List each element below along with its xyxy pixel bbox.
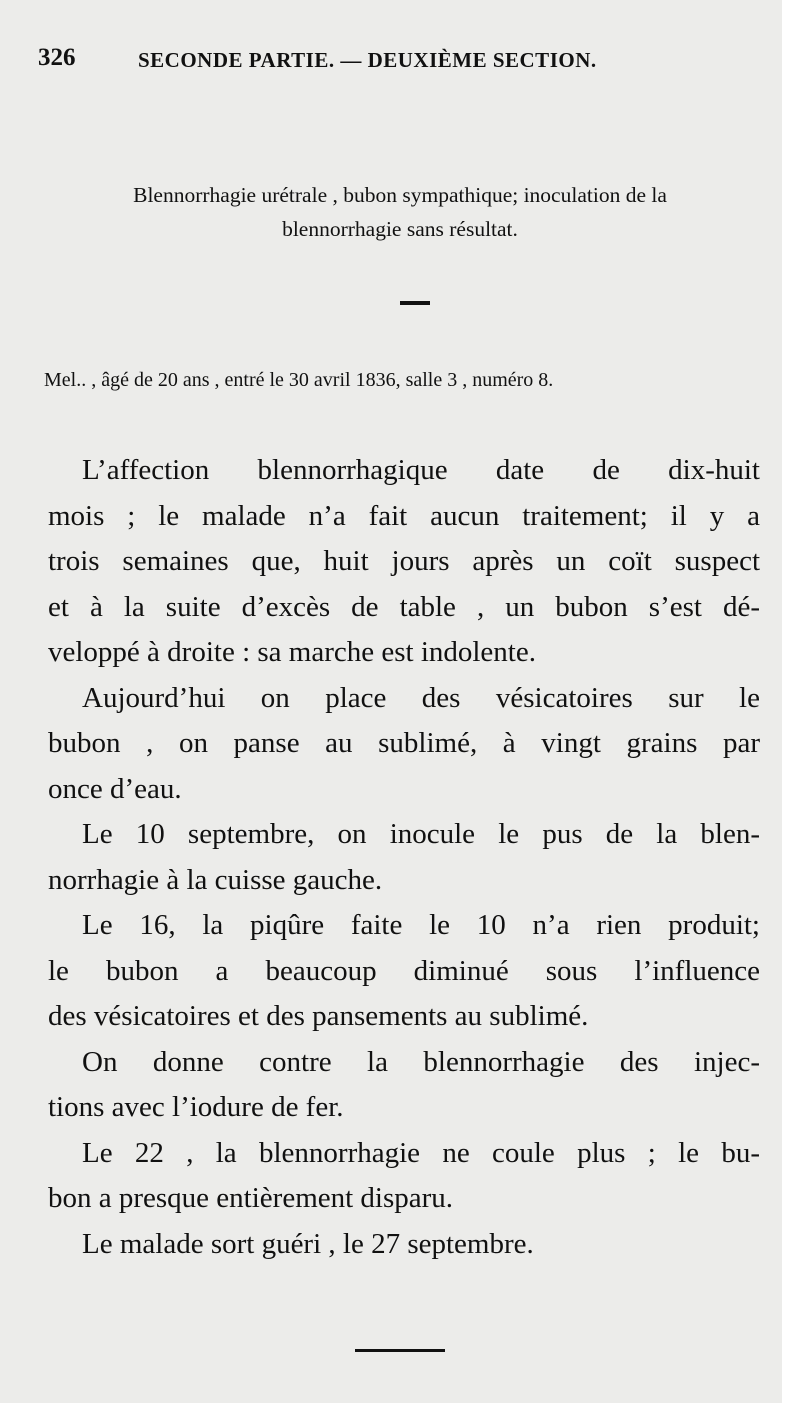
- text-line: Le 22 , la blennorrhagie ne coule plus ; le bu-: [82, 1136, 760, 1169]
- text-line: norrhagie à la cuisse gauche.: [48, 863, 383, 896]
- text-line: mois ; le malade n’a fait aucun traitement; il y a: [48, 499, 760, 532]
- text-line: bubon , on panse au sublimé, à vingt grains par: [48, 727, 760, 759]
- text-line: veloppé à droite : sa marche est indolente.: [48, 636, 536, 668]
- text-line: On donne contre la blennorrhagie des injec-: [82, 1045, 760, 1078]
- paragraph-6: [48, 1131, 760, 1222]
- paragraph-3: [48, 812, 760, 903]
- page-number: 326: [38, 44, 76, 71]
- text-line: L’affection blennorrhagique date de dix-huit: [82, 454, 760, 486]
- paragraph-2: [48, 676, 760, 813]
- case-body: [48, 448, 760, 1267]
- paragraph-4: [48, 903, 760, 1040]
- text-line: le bubon a beaucoup diminué sous l’influence: [48, 954, 760, 987]
- text-line: Aujourd’hui on place des vésicatoires sur le: [82, 681, 760, 714]
- text-line: Le 10 septembre, on inocule le pus de la blen-: [82, 818, 760, 850]
- text-line: Le 16, la piqûre faite le 10 n’a rien produit;: [82, 909, 760, 941]
- running-title: SECONDE PARTIE. — DEUXIÈME SECTION.: [138, 48, 597, 72]
- case-title-line-2: blennorrhagie sans résultat.: [282, 217, 518, 241]
- text-line: des vésicatoires et des pansements au sublimé.: [48, 1000, 589, 1032]
- case-title-line-1: Blennorrhagie urétrale , bubon sympathique; inoculation de la: [133, 183, 667, 207]
- text-line: trois semaines que, huit jours après un coït suspect: [48, 545, 760, 577]
- paragraph-7: [48, 1222, 760, 1268]
- section-divider: [400, 301, 430, 305]
- text-line: once d’eau.: [48, 772, 182, 805]
- case-title: [50, 178, 750, 246]
- paragraph-5: [48, 1040, 760, 1131]
- text-line: et à la suite d’excès de table , un bubon s’est dé-: [48, 590, 760, 623]
- text-line: tions avec l’iodure de fer.: [48, 1091, 344, 1123]
- running-header: [38, 44, 738, 84]
- end-rule: [355, 1349, 445, 1352]
- patient-info: Mel.. , âgé de 20 ans , entré le 30 avril 1836, salle 3 , numéro 8.: [44, 369, 554, 391]
- paragraph-1: [48, 448, 760, 676]
- scan-margin: [782, 0, 800, 1403]
- text-line: bon a presque entièrement disparu.: [48, 1182, 454, 1214]
- text-line: Le malade sort guéri , le 27 septembre.: [82, 1227, 534, 1260]
